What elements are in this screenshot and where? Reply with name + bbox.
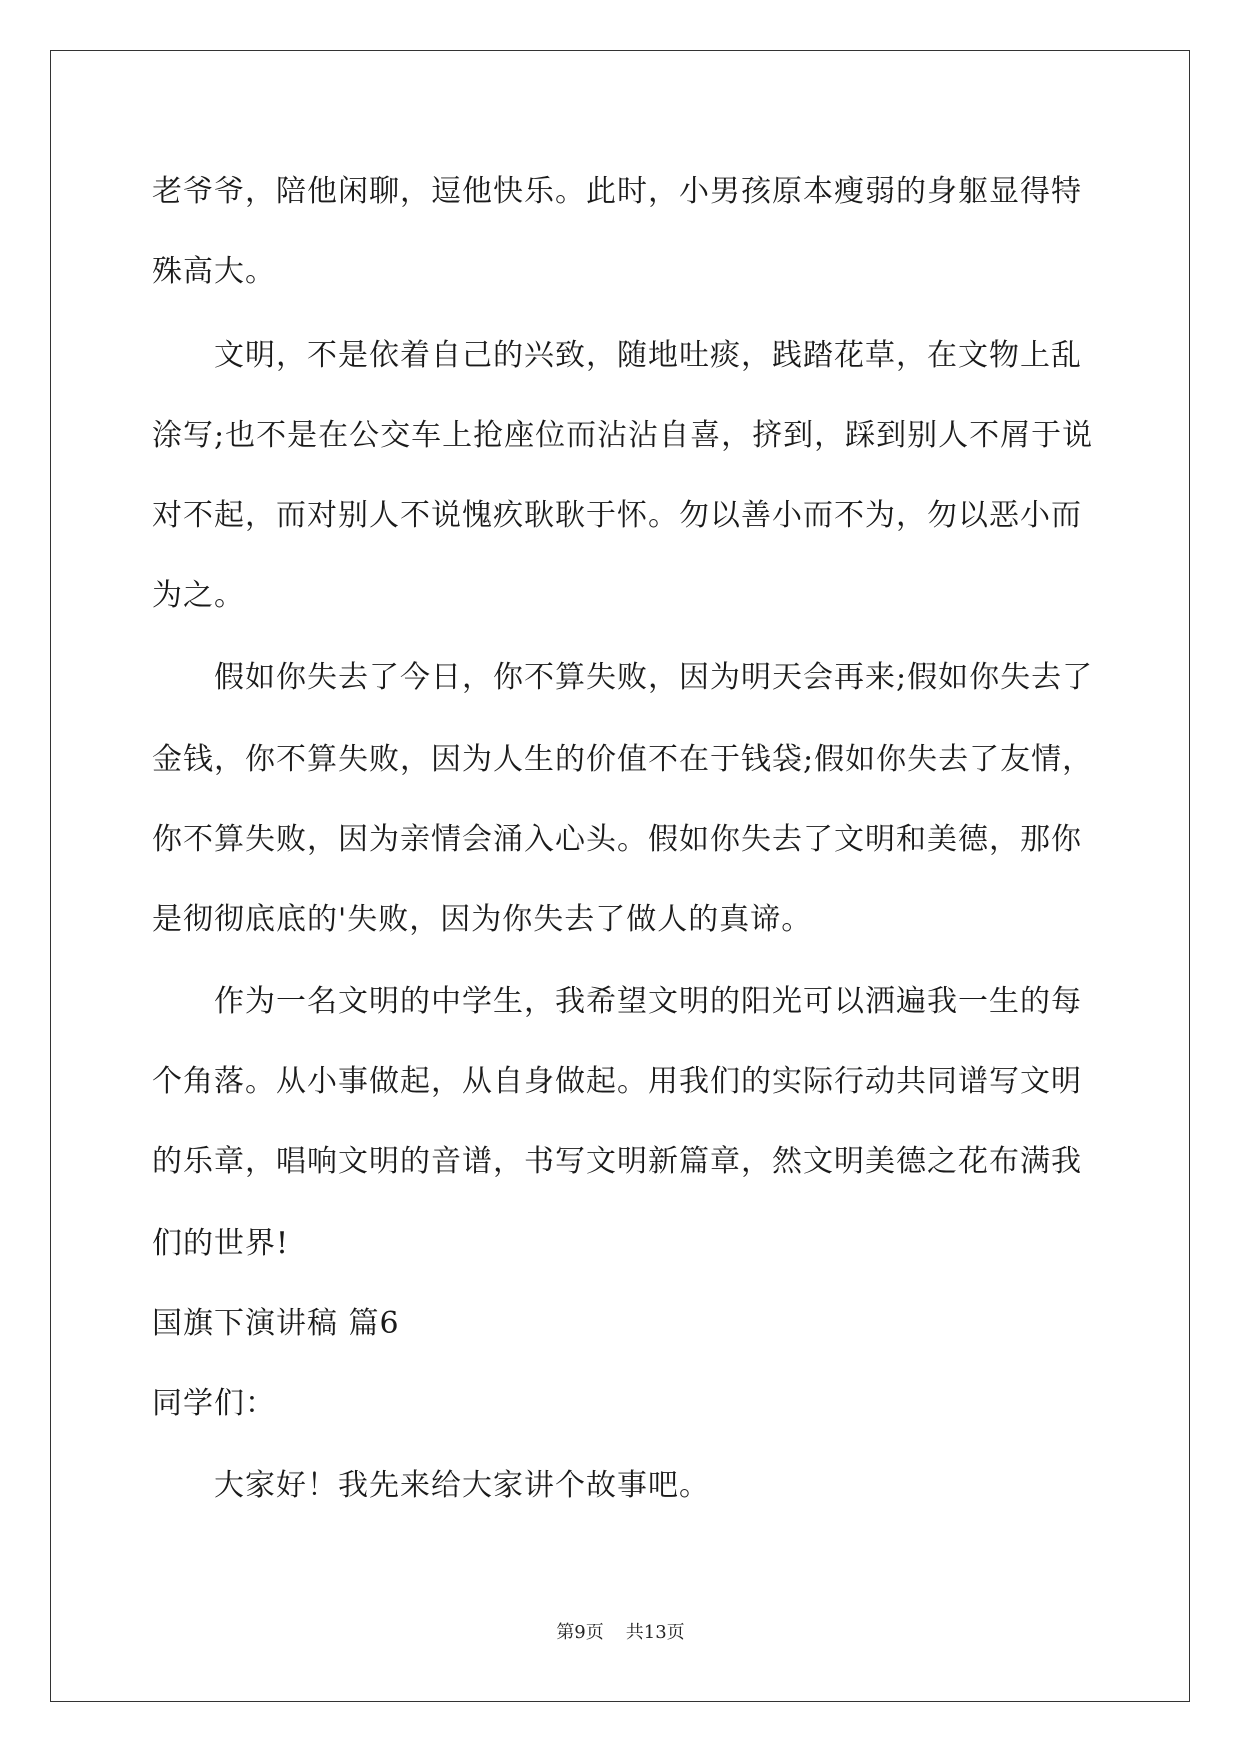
body-line: 是彻彻底底的'失败，因为你失去了做人的真谛。: [152, 902, 813, 937]
body-line: 金钱，你不算失败，因为人生的价值不在于钱袋;假如你失去了友情，: [152, 742, 1094, 777]
body-line: 殊高大。: [152, 254, 276, 289]
page-border: [50, 50, 1190, 1702]
body-line: 作为一名文明的中学生，我希望文明的阳光可以洒遍我一生的每: [214, 984, 1082, 1019]
page-total: 共13页: [625, 1622, 685, 1643]
body-line: 的乐章，唱响文明的音谱，书写文明新篇章，然文明美德之花布满我: [152, 1144, 1082, 1179]
body-line: 假如你失去了今日，你不算失败，因为明天会再来;假如你失去了: [214, 660, 1094, 695]
body-line: 你不算失败，因为亲情会涌入心头。假如你失去了文明和美德，那你: [152, 822, 1082, 857]
body-line: 文明，不是依着自己的兴致，随地吐痰，践踏花草，在文物上乱: [214, 338, 1082, 373]
salutation: 同学们：: [152, 1386, 276, 1421]
body-line: 们的世界!: [152, 1226, 290, 1261]
body-line: 涂写;也不是在公交车上抢座位而沾沾自喜，挤到，踩到别人不屑于说: [152, 418, 1094, 453]
page-number: 第9页: [556, 1622, 604, 1643]
body-line: 个角落。从小事做起，从自身做起。用我们的实际行动共同谱写文明: [152, 1064, 1082, 1099]
body-line: 对不起，而对别人不说愧疚耿耿于怀。勿以善小而不为，勿以恶小而: [152, 498, 1082, 533]
section-heading: 国旗下演讲稿 篇6: [152, 1306, 400, 1341]
page-footer: [0, 1621, 1241, 1645]
body-line: 大家好！我先来给大家讲个故事吧。: [214, 1468, 710, 1503]
body-line: 老爷爷，陪他闲聊，逗他快乐。此时，小男孩原本瘦弱的身躯显得特: [152, 174, 1082, 209]
body-line: 为之。: [152, 578, 245, 613]
